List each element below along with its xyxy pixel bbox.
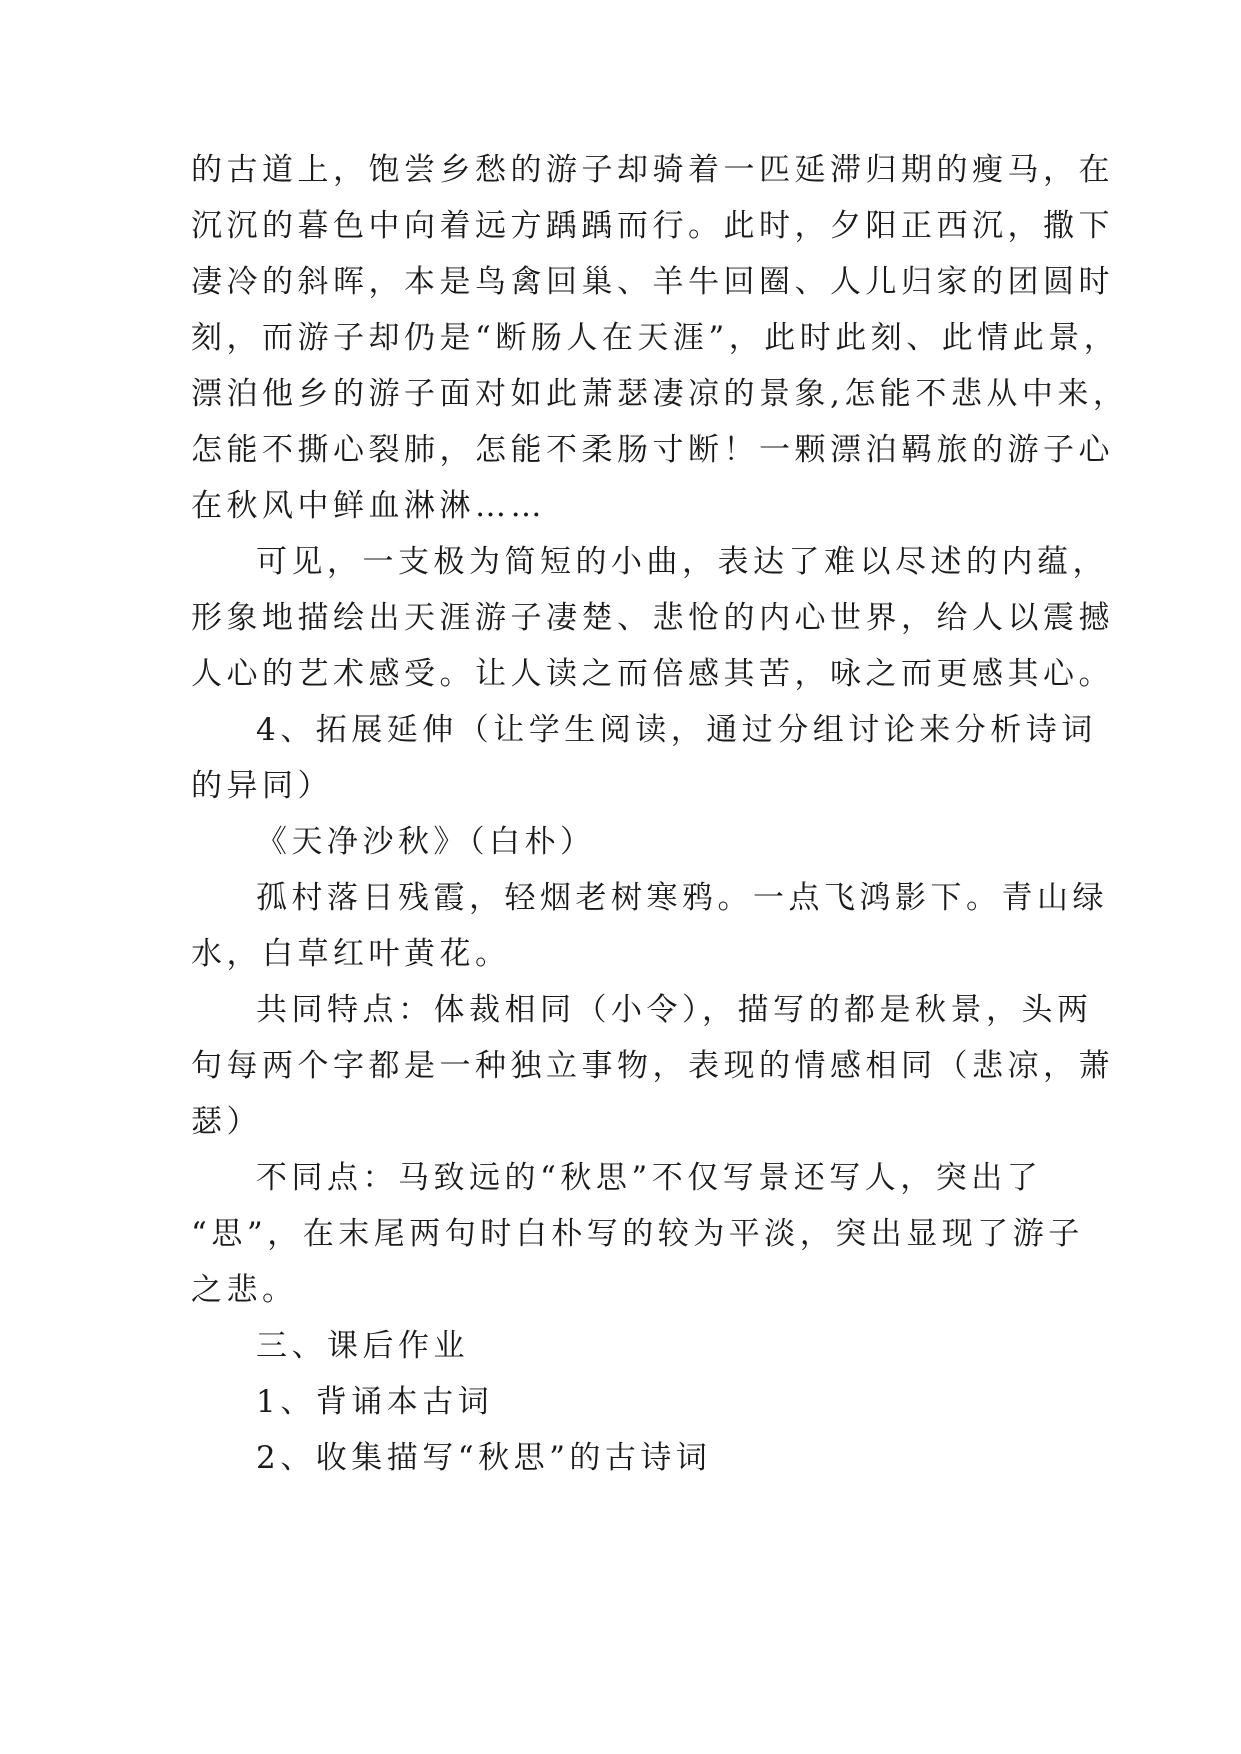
- text-line: 沉沉的暮色中向着远方踽踽而行。此时，夕阳正西沉，撒下: [191, 208, 1114, 244]
- text-line: 句每两个字都是一种独立事物，表现的情感相同（悲凉，萧: [191, 1048, 1114, 1084]
- text-line: 之悲。: [191, 1272, 298, 1308]
- text-line: 的古道上，饱尝乡愁的游子却骑着一匹延滞归期的瘦马，在: [191, 152, 1114, 188]
- text-line: 人心的艺术感受。让人读之而倍感其苦，咏之而更感其心。: [191, 656, 1114, 692]
- poem-title: 《天净沙秋》（白朴）: [256, 824, 596, 860]
- section-heading: 三、课后作业: [256, 1328, 469, 1364]
- list-item: 1、背诵本古词: [256, 1384, 494, 1420]
- text-line: 形象地描绘出天涯游子凄楚、悲怆的内心世界，给人以震撼: [191, 600, 1114, 636]
- text-line: 凄冷的斜晖，本是鸟禽回巢、羊牛回圈、人儿归家的团圆时: [191, 264, 1114, 300]
- text-line: 水，白草红叶黄花。: [191, 936, 511, 972]
- text-line: 共同特点：体裁相同（小令），描写的都是秋景，头两: [256, 992, 1093, 1028]
- text-line: 在秋风中鲜血淋淋……: [191, 488, 546, 524]
- text-line: 的异同）: [191, 768, 333, 804]
- text-line: 刻，而游子却仍是“断肠人在天涯”，此时此刻、此情此景，: [191, 320, 1120, 356]
- text-line: 4、拓展延伸（让学生阅读，通过分组讨论来分析诗词: [256, 712, 1097, 748]
- text-line: 不同点：马致远的“秋思”不仅写景还写人，突出了: [256, 1160, 1043, 1196]
- text-line: 怎能不撕心裂肺，怎能不柔肠寸断！一颗漂泊羁旅的游子心: [191, 432, 1114, 468]
- text-line: 漂泊他乡的游子面对如此萧瑟凄凉的景象,怎能不悲从中来，: [191, 376, 1129, 412]
- list-item: 2、收集描写“秋思”的古诗词: [256, 1440, 712, 1476]
- text-line: “思”，在末尾两句时白朴写的较为平淡，突出显现了游子: [191, 1216, 1084, 1252]
- text-line: 可见，一支极为简短的小曲，表达了难以尽述的内蕴，: [256, 544, 1108, 580]
- text-line: 瑟）: [191, 1104, 262, 1140]
- text-line: 孤村落日残霞，轻烟老树寒鸦。一点飞鸿影下。青山绿: [256, 880, 1108, 916]
